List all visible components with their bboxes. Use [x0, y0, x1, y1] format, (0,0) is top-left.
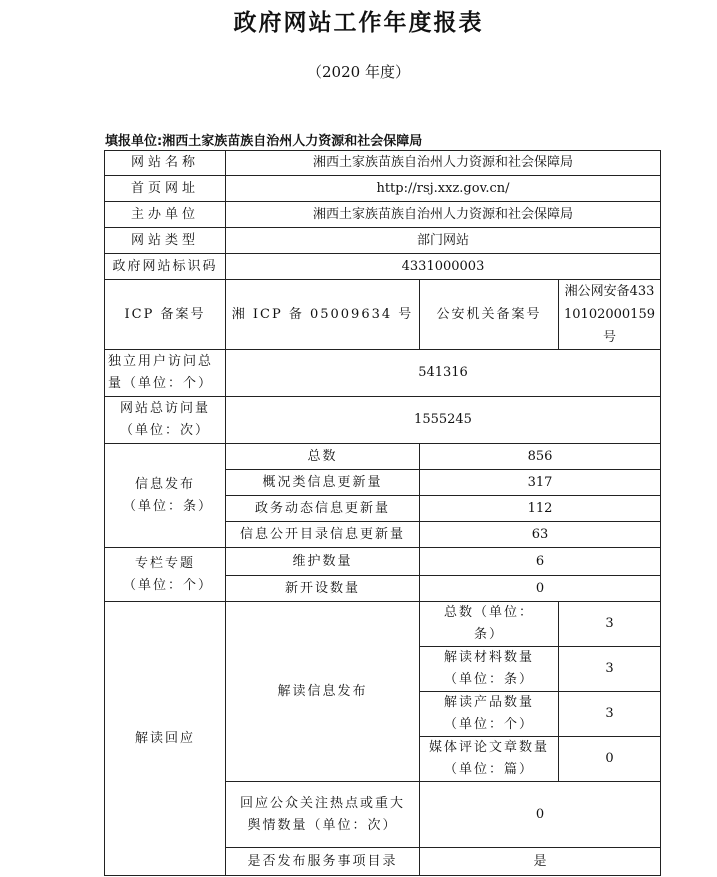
- table-row: [105, 151, 661, 176]
- table-row: [105, 254, 661, 280]
- interpretation-publish-label: 解读信息发布: [226, 602, 420, 782]
- interp-item-label: 总数（单位：条）: [420, 602, 559, 647]
- table-row: [105, 176, 661, 202]
- service-catalog-label: 是否发布服务事项目录: [226, 848, 420, 876]
- columns-label: 专栏专题（单位：个）: [105, 548, 226, 602]
- column-item-value: 6: [420, 548, 661, 576]
- report-table: [104, 150, 661, 876]
- interpretation-label: 解读回应: [105, 602, 226, 876]
- sponsor-label: 主办单位: [105, 202, 226, 228]
- icp-label: ICP 备案号: [105, 280, 226, 350]
- info-item-label: 政务动态信息更新量: [226, 496, 420, 522]
- interp-item-value: 0: [559, 737, 661, 782]
- police-record-value: 湘公网安备43310102000159号: [559, 280, 661, 350]
- report-title: 政府网站工作年度报表: [233, 10, 484, 36]
- site-name-value: 湘西土家族苗族自治州人力资源和社会保障局: [226, 151, 661, 176]
- info-item-value: 317: [420, 470, 661, 496]
- homepage-value: http://rsj.xxz.gov.cn/: [226, 176, 661, 202]
- table-row: [105, 444, 661, 470]
- column-item-value: 0: [420, 576, 661, 602]
- interp-item-value: 3: [559, 692, 661, 737]
- info-item-label: 信息公开目录信息更新量: [226, 522, 420, 548]
- table-row: [105, 548, 661, 576]
- table-row: [105, 280, 661, 350]
- homepage-label: 首页网址: [105, 176, 226, 202]
- unique-visitors-label: 独立用户访问总量（单位：个）: [105, 350, 226, 397]
- site-name-label: 网站名称: [105, 151, 226, 176]
- site-type-label: 网站类型: [105, 228, 226, 254]
- sponsor-value: 湘西土家族苗族自治州人力资源和社会保障局: [226, 202, 661, 228]
- interp-item-label: 解读材料数量（单位：条）: [420, 647, 559, 692]
- total-visits-label: 网站总访问量（单位：次）: [105, 397, 226, 444]
- table-row: [105, 602, 661, 647]
- table-row: [105, 202, 661, 228]
- column-item-label: 维护数量: [226, 548, 420, 576]
- police-record-label: 公安机关备案号: [420, 280, 559, 350]
- total-visits-value: 1555245: [226, 397, 661, 444]
- response-value: 0: [420, 782, 661, 848]
- column-item-label: 新开设数量: [226, 576, 420, 602]
- info-item-label: 总数: [226, 444, 420, 470]
- site-id-label: 政府网站标识码: [105, 254, 226, 280]
- interp-item-value: 3: [559, 602, 661, 647]
- info-publish-label: 信息发布（单位：条）: [105, 444, 226, 548]
- icp-value: 湘 ICP 备 05009634 号: [226, 280, 420, 350]
- site-id-value: 4331000003: [226, 254, 661, 280]
- interp-item-value: 3: [559, 647, 661, 692]
- table-row: [105, 397, 661, 444]
- response-label: 回应公众关注热点或重大舆情数量（单位：次）: [226, 782, 420, 848]
- interp-item-label: 媒体评论文章数量（单位：篇）: [420, 737, 559, 782]
- info-item-value: 112: [420, 496, 661, 522]
- table-row: [105, 350, 661, 397]
- table-row: [105, 228, 661, 254]
- info-item-label: 概况类信息更新量: [226, 470, 420, 496]
- report-year: （2020 年度）: [307, 63, 410, 81]
- interp-item-label: 解读产品数量（单位：个）: [420, 692, 559, 737]
- filing-unit: 填报单位:湘西土家族苗族自治州人力资源和社会保障局: [105, 134, 423, 149]
- info-item-value: 856: [420, 444, 661, 470]
- service-catalog-value: 是: [420, 848, 661, 876]
- unique-visitors-value: 541316: [226, 350, 661, 397]
- site-type-value: 部门网站: [226, 228, 661, 254]
- info-item-value: 63: [420, 522, 661, 548]
